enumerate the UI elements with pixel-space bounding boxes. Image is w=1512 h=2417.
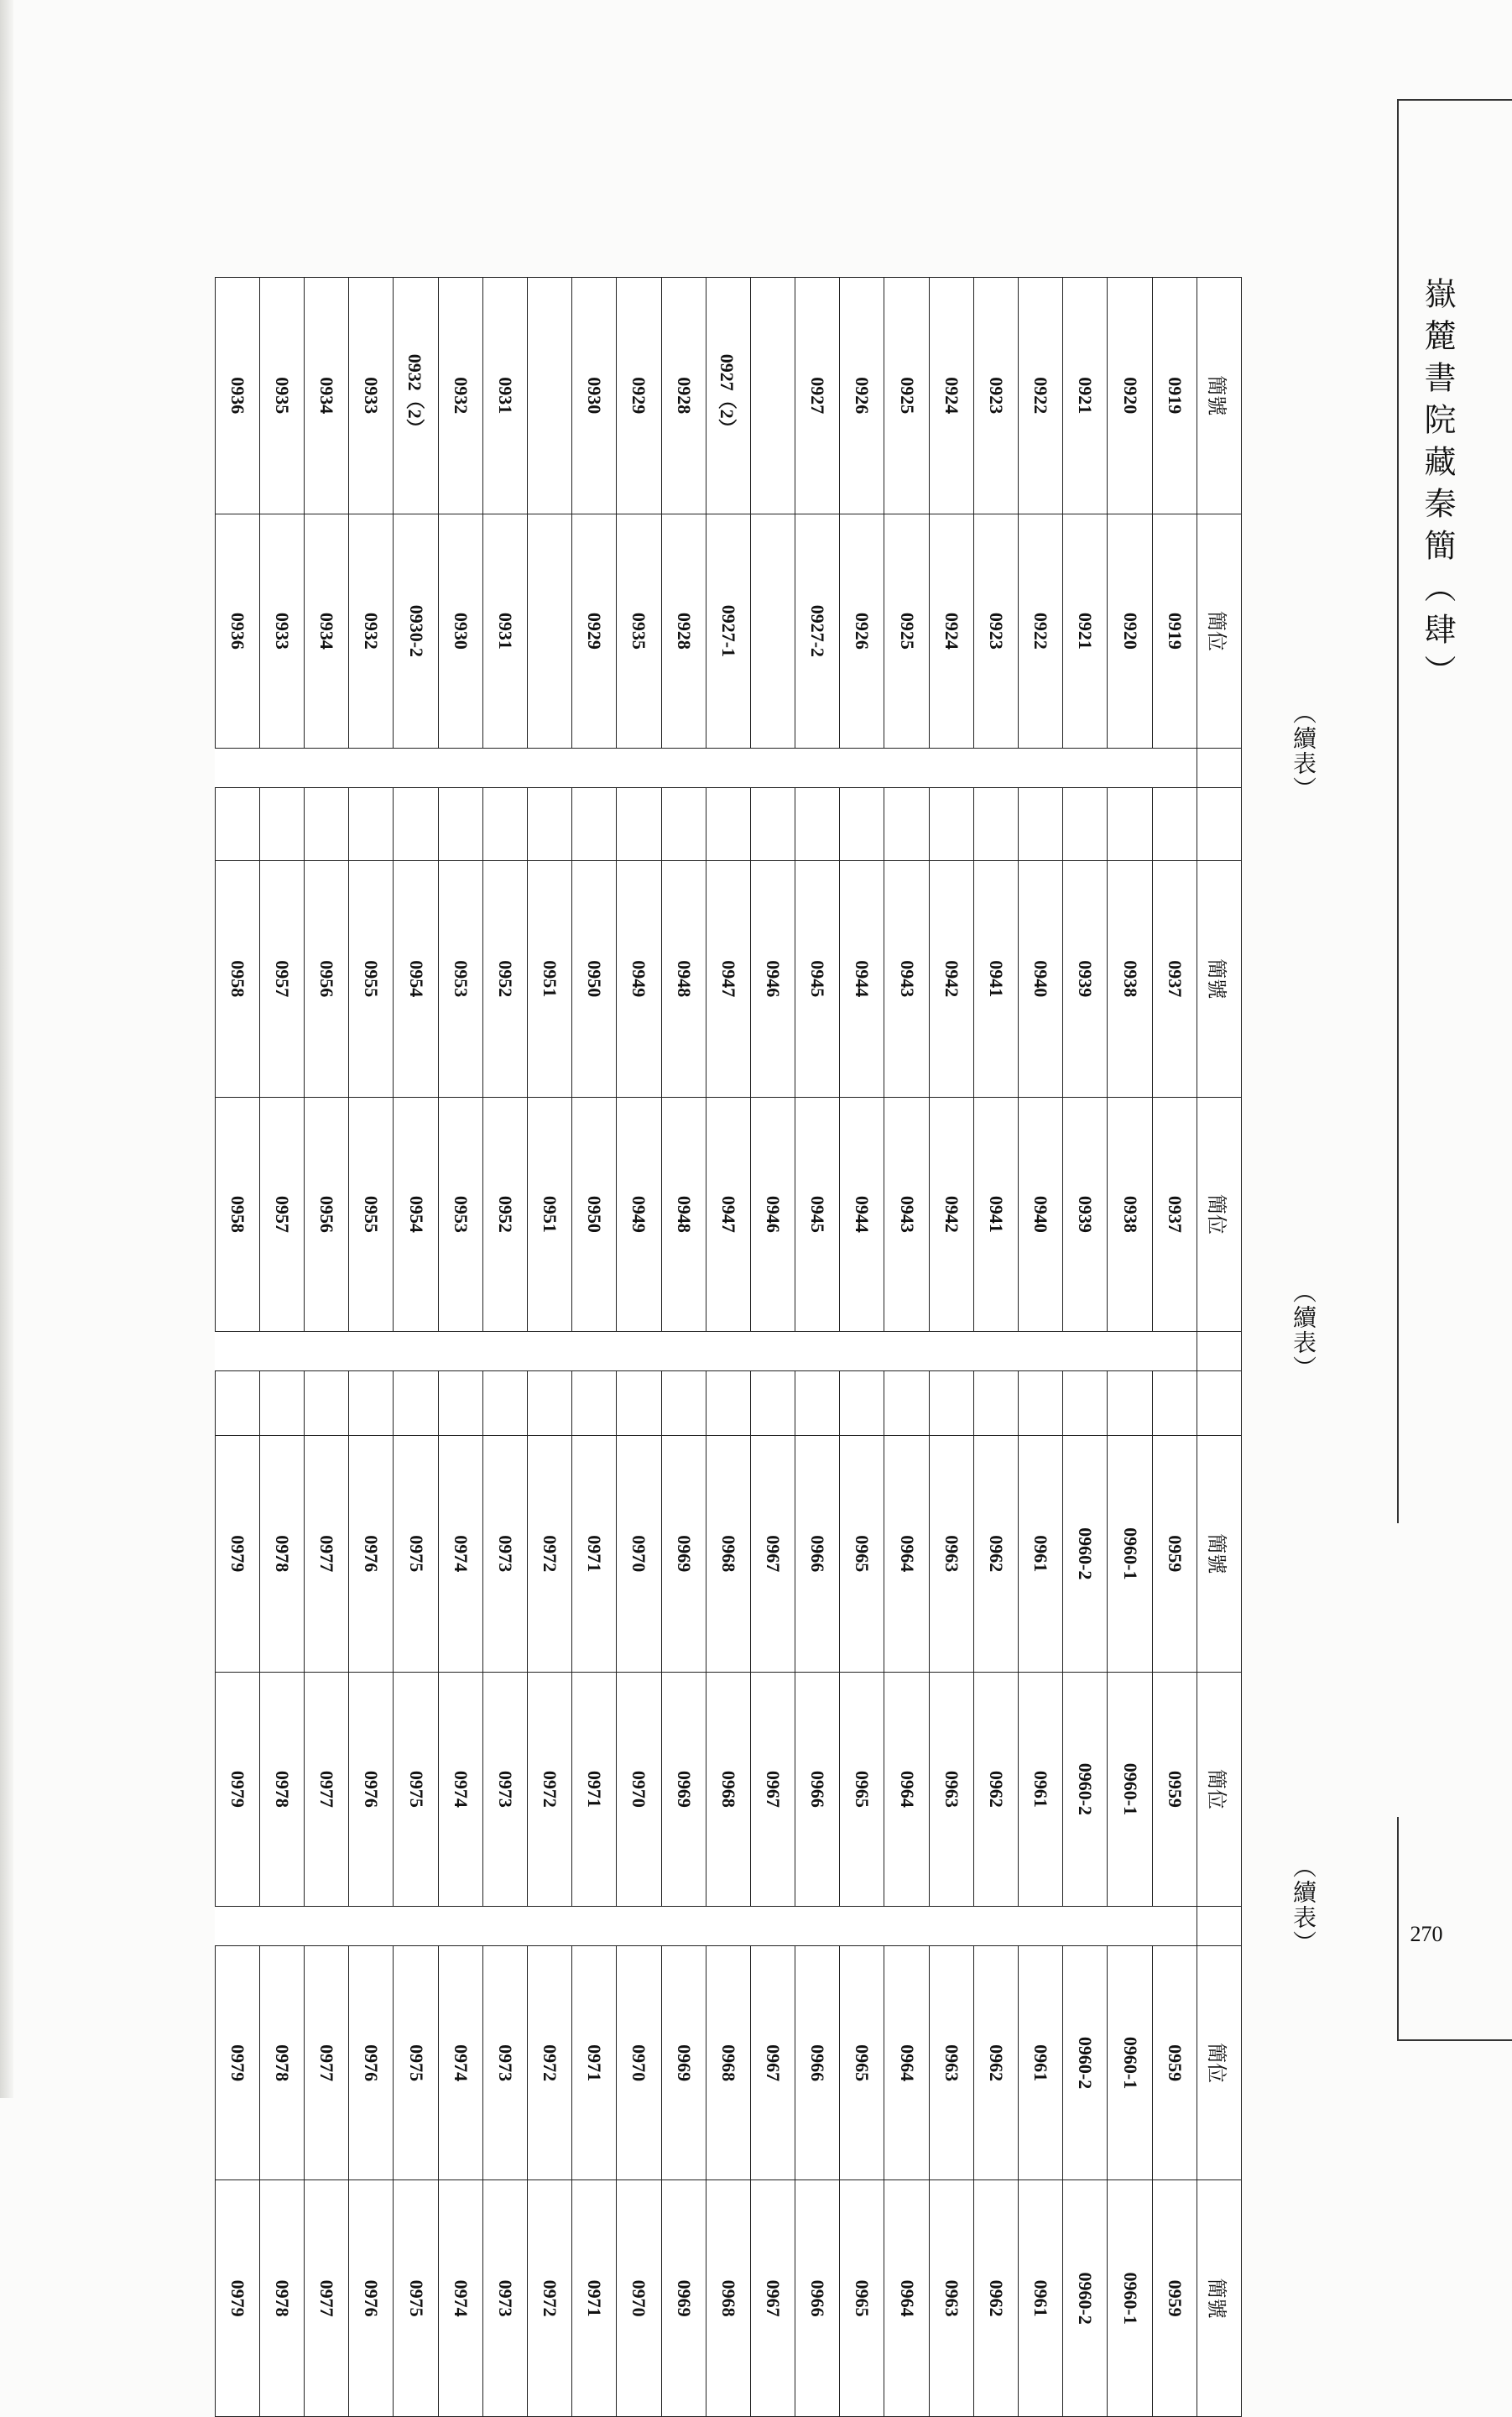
column-gap xyxy=(1063,749,1108,788)
slip-position-cell: 0942 xyxy=(929,1097,973,1332)
slip-number-cell: 0935 xyxy=(259,278,304,514)
slip-number-cell: 0945 xyxy=(795,861,840,1098)
slip-number-cell: 0959 xyxy=(1152,2180,1197,2417)
slip-position-cell: 0919 xyxy=(1152,514,1197,749)
column-gap xyxy=(617,1907,661,1946)
column-gap xyxy=(305,1332,349,1371)
slip-number-cell: 0978 xyxy=(259,1436,304,1673)
slip-position-cell: 0970 xyxy=(617,1945,661,2180)
slip-position-cell: 0972 xyxy=(528,1672,572,1907)
slip-number-cell: 0950 xyxy=(572,861,617,1098)
slip-number-cell: 0938 xyxy=(1108,861,1152,1098)
column-gap xyxy=(215,749,259,788)
slip-number-cell: 0922 xyxy=(1019,278,1063,514)
table-row xyxy=(929,1436,973,2417)
column-gap xyxy=(795,1332,840,1371)
header-slip-position: 簡位 xyxy=(1197,1945,1241,2180)
slip-position-cell: 0965 xyxy=(840,1945,884,2180)
slip-position-cell: 0964 xyxy=(884,1945,929,2180)
slip-position-cell: 0922 xyxy=(1019,514,1063,749)
slip-number-cell: 0924 xyxy=(929,278,973,514)
slip-number-cell: 0964 xyxy=(884,1436,929,1673)
slip-number-cell: 0963 xyxy=(929,1436,973,1673)
slip-number-cell: 0948 xyxy=(661,861,706,1098)
column-gap xyxy=(840,1332,884,1371)
slip-number-cell: 0960-2 xyxy=(1063,1436,1108,1673)
column-gap xyxy=(1019,749,1063,788)
slip-position-cell: 0972 xyxy=(528,1945,572,2180)
slip-position-cell: 0973 xyxy=(482,1945,527,2180)
slip-number-cell: 0973 xyxy=(482,1436,527,1673)
slip-position-cell: 0927-2 xyxy=(795,514,840,749)
slip-table xyxy=(215,1435,1242,2417)
slip-number-cell: 0933 xyxy=(349,278,394,514)
slip-number-cell: 0976 xyxy=(349,2180,394,2417)
column-gap xyxy=(528,749,572,788)
slip-number-cell: 0953 xyxy=(438,861,482,1098)
page-number: 270 xyxy=(1410,1922,1443,1946)
slip-position-cell: 0930 xyxy=(438,514,482,749)
header-slip-position: 簡位 xyxy=(1197,1097,1241,1332)
slip-position-cell: 0936 xyxy=(215,514,259,749)
column-gap xyxy=(572,1332,617,1371)
table-row xyxy=(349,1436,394,2417)
slip-position-cell: 0920 xyxy=(1108,514,1152,749)
column-gap xyxy=(215,1332,259,1371)
column-gap xyxy=(259,749,304,788)
slip-number-cell: 0921 xyxy=(1063,278,1108,514)
slip-position-cell: 0971 xyxy=(572,1945,617,2180)
slip-position-cell: 0977 xyxy=(305,1672,349,1907)
slip-position-cell: 0960-1 xyxy=(1108,1672,1152,1907)
column-gap xyxy=(394,749,438,788)
slip-position-cell: 0949 xyxy=(617,1097,661,1332)
slip-position-cell: 0940 xyxy=(1019,1097,1063,1332)
slip-position-cell: 0926 xyxy=(840,514,884,749)
column-gap xyxy=(1108,1907,1152,1946)
slip-number-cell: 0975 xyxy=(394,1436,438,1673)
table-row xyxy=(884,1436,929,2417)
slip-number-cell: 0962 xyxy=(973,2180,1018,2417)
table-row xyxy=(973,1436,1018,2417)
column-gap xyxy=(528,1907,572,1946)
table-header-row xyxy=(1197,1436,1241,2417)
slip-number-cell: 0969 xyxy=(661,2180,706,2417)
column-gap xyxy=(973,1907,1018,1946)
column-gap xyxy=(394,1907,438,1946)
slip-position-cell: 0928 xyxy=(661,514,706,749)
slip-position-cell: 0946 xyxy=(750,1097,795,1332)
column-gap xyxy=(706,749,750,788)
slip-position-cell: 0925 xyxy=(884,514,929,749)
column-gap xyxy=(215,1907,259,1946)
column-gap xyxy=(929,1907,973,1946)
slip-position-cell: 0960-2 xyxy=(1063,1672,1108,1907)
slip-position-cell: 0938 xyxy=(1108,1097,1152,1332)
column-gap xyxy=(706,1332,750,1371)
slip-number-cell: 0967 xyxy=(750,1436,795,1673)
slip-number-cell: 0920 xyxy=(1108,278,1152,514)
slip-position-cell: 0923 xyxy=(973,514,1018,749)
column-gap xyxy=(1152,1332,1197,1371)
slip-position-cell: 0950 xyxy=(572,1097,617,1332)
slip-number-cell: 0957 xyxy=(259,861,304,1098)
column-gap xyxy=(572,749,617,788)
slip-number-cell: 0934 xyxy=(305,278,349,514)
slip-number-cell: 0932（2） xyxy=(394,278,438,514)
slip-position-cell: 0945 xyxy=(795,1097,840,1332)
table-row xyxy=(795,1436,840,2417)
slip-position-cell: 0954 xyxy=(394,1097,438,1332)
slip-number-cell: 0977 xyxy=(305,1436,349,1673)
column-gap xyxy=(1108,1332,1152,1371)
slip-number-cell: 0974 xyxy=(438,1436,482,1673)
column-gap xyxy=(482,1907,527,1946)
slip-position-cell: 0952 xyxy=(482,1097,527,1332)
column-gap xyxy=(259,1907,304,1946)
slip-position-cell: 0968 xyxy=(706,1672,750,1907)
slip-position-cell: 0978 xyxy=(259,1672,304,1907)
table-row xyxy=(1019,1436,1063,2417)
slip-position-cell: 0962 xyxy=(973,1672,1018,1907)
slip-position-cell: 0979 xyxy=(215,1945,259,2180)
column-gap xyxy=(1152,1907,1197,1946)
slip-position-cell: 0974 xyxy=(438,1945,482,2180)
book-spine-shadow xyxy=(0,0,13,2098)
slip-position-cell: 0967 xyxy=(750,1945,795,2180)
column-gap xyxy=(349,1332,394,1371)
slip-number-cell: 0930 xyxy=(572,278,617,514)
table-row xyxy=(572,1436,617,2417)
slip-number-cell: 0979 xyxy=(215,1436,259,1673)
column-gap xyxy=(394,1332,438,1371)
slip-number-cell: 0946 xyxy=(750,861,795,1098)
slip-position-cell: 0961 xyxy=(1019,1672,1063,1907)
slip-position-cell: 0970 xyxy=(617,1672,661,1907)
slip-position-cell: 0930-2 xyxy=(394,514,438,749)
slip-number-cell: 0926 xyxy=(840,278,884,514)
table-row xyxy=(259,1436,304,2417)
column-gap xyxy=(750,749,795,788)
slip-number-cell: 0942 xyxy=(929,861,973,1098)
column-gap xyxy=(528,1332,572,1371)
slip-position-cell: 0977 xyxy=(305,1945,349,2180)
slip-position-cell: 0979 xyxy=(215,1672,259,1907)
column-gap xyxy=(840,1907,884,1946)
slip-position-cell: 0959 xyxy=(1152,1672,1197,1907)
table-row xyxy=(528,1436,572,2417)
slip-position-cell: 0943 xyxy=(884,1097,929,1332)
slip-position-cell: 0931 xyxy=(482,514,527,749)
slip-number-cell: 0971 xyxy=(572,2180,617,2417)
column-gap xyxy=(929,749,973,788)
slip-position-cell: 0955 xyxy=(349,1097,394,1332)
slip-number-cell: 0937 xyxy=(1152,861,1197,1098)
slip-number-cell: 0952 xyxy=(482,861,527,1098)
slip-position-cell: 0969 xyxy=(661,1945,706,2180)
slip-number-cell: 0960-2 xyxy=(1063,2180,1108,2417)
slip-number-cell: 0927（2） xyxy=(706,278,750,514)
slip-number-cell: 0961 xyxy=(1019,2180,1063,2417)
slip-number-cell: 0929 xyxy=(617,278,661,514)
slip-number-cell: 0936 xyxy=(215,278,259,514)
header-slip-number: 簡號 xyxy=(1197,2180,1241,2417)
slip-position-cell: 0975 xyxy=(394,1945,438,2180)
continued-label: （續表） xyxy=(1290,701,1317,801)
table-row xyxy=(482,1436,527,2417)
slip-number-cell: 0976 xyxy=(349,1436,394,1673)
slip-number-cell: 0964 xyxy=(884,2180,929,2417)
slip-position-cell: 0957 xyxy=(259,1097,304,1332)
slip-number-cell: 0919 xyxy=(1152,278,1197,514)
slip-position-cell: 0929 xyxy=(572,514,617,749)
continued-label: （續表） xyxy=(1290,1280,1317,1381)
slip-position-cell: 0958 xyxy=(215,1097,259,1332)
slip-position-cell: 0976 xyxy=(349,1945,394,2180)
slip-position-cell: 0947 xyxy=(706,1097,750,1332)
slip-position-cell: 0934 xyxy=(305,514,349,749)
slip-position-cell xyxy=(750,514,795,749)
slip-number-cell: 0974 xyxy=(438,2180,482,2417)
column-gap xyxy=(706,1907,750,1946)
slip-number-cell: 0970 xyxy=(617,1436,661,1673)
slip-position-cell: 0963 xyxy=(929,1945,973,2180)
slip-position-cell: 0974 xyxy=(438,1672,482,1907)
slip-number-cell: 0949 xyxy=(617,861,661,1098)
slip-number-cell: 0943 xyxy=(884,861,929,1098)
header-slip-number: 簡號 xyxy=(1197,861,1241,1098)
slip-number-cell: 0978 xyxy=(259,2180,304,2417)
slip-position-cell: 0967 xyxy=(750,1672,795,1907)
slip-position-cell: 0944 xyxy=(840,1097,884,1332)
slip-number-cell xyxy=(750,278,795,514)
slip-number-cell: 0939 xyxy=(1063,861,1108,1098)
table-row xyxy=(840,1436,884,2417)
slip-position-cell: 0966 xyxy=(795,1945,840,2180)
slip-number-cell: 0967 xyxy=(750,2180,795,2417)
slip-number-cell: 0944 xyxy=(840,861,884,1098)
table-row xyxy=(394,1436,438,2417)
column-gap xyxy=(482,749,527,788)
column-gap xyxy=(1197,749,1241,788)
slip-number-cell: 0966 xyxy=(795,2180,840,2417)
slip-number-cell: 0928 xyxy=(661,278,706,514)
slip-position-cell: 0964 xyxy=(884,1672,929,1907)
slip-position-cell xyxy=(528,514,572,749)
slip-number-cell xyxy=(528,278,572,514)
slip-position-cell: 0962 xyxy=(973,1945,1018,2180)
slip-position-cell: 0933 xyxy=(259,514,304,749)
slip-position-cell: 0969 xyxy=(661,1672,706,1907)
table-row xyxy=(661,1436,706,2417)
table-row xyxy=(305,1436,349,2417)
header-slip-number: 簡號 xyxy=(1197,278,1241,514)
slip-position-cell: 0953 xyxy=(438,1097,482,1332)
slip-number-cell: 0965 xyxy=(840,1436,884,1673)
slip-number-cell: 0979 xyxy=(215,2180,259,2417)
slip-number-cell: 0975 xyxy=(394,2180,438,2417)
slip-position-cell: 0951 xyxy=(528,1097,572,1332)
slip-number-cell: 0931 xyxy=(482,278,527,514)
slip-position-cell: 0959 xyxy=(1152,1945,1197,2180)
slip-number-cell: 0960-1 xyxy=(1108,2180,1152,2417)
table-row xyxy=(1108,1436,1152,2417)
table-row xyxy=(617,1436,661,2417)
slip-number-cell: 0966 xyxy=(795,1436,840,1673)
slip-number-cell: 0940 xyxy=(1019,861,1063,1098)
book-title: 嶽麓書院藏秦簡（肆） xyxy=(1419,277,1456,697)
slip-position-cell: 0941 xyxy=(973,1097,1018,1332)
slip-position-cell: 0975 xyxy=(394,1672,438,1907)
column-gap xyxy=(973,1332,1018,1371)
slip-number-cell: 0947 xyxy=(706,861,750,1098)
slip-position-cell: 0956 xyxy=(305,1097,349,1332)
column-gap xyxy=(1108,749,1152,788)
slip-number-cell: 0963 xyxy=(929,2180,973,2417)
slip-number-cell: 0962 xyxy=(973,1436,1018,1673)
slip-number-cell: 0972 xyxy=(528,2180,572,2417)
column-gap xyxy=(438,749,482,788)
slip-number-cell: 0932 xyxy=(438,278,482,514)
column-gap xyxy=(617,749,661,788)
column-gap xyxy=(482,1332,527,1371)
slip-number-cell: 0925 xyxy=(884,278,929,514)
column-gap xyxy=(661,749,706,788)
column-gap xyxy=(305,749,349,788)
slip-number-cell: 0951 xyxy=(528,861,572,1098)
column-gap xyxy=(1197,1907,1241,1946)
slip-position-cell: 0932 xyxy=(349,514,394,749)
slip-number-cell: 0960-1 xyxy=(1108,1436,1152,1673)
column-gap xyxy=(661,1907,706,1946)
column-gap xyxy=(884,1332,929,1371)
column-gap xyxy=(438,1332,482,1371)
column-gap xyxy=(884,1907,929,1946)
column-gap xyxy=(1152,749,1197,788)
slip-number-cell: 0959 xyxy=(1152,1436,1197,1673)
column-gap xyxy=(1063,1907,1108,1946)
slip-number-cell: 0954 xyxy=(394,861,438,1098)
slip-position-cell: 0963 xyxy=(929,1672,973,1907)
header-slip-position: 簡位 xyxy=(1197,1672,1241,1907)
slip-position-cell: 0927-1 xyxy=(706,514,750,749)
slip-position-cell: 0965 xyxy=(840,1672,884,1907)
column-gap xyxy=(617,1332,661,1371)
slip-position-cell: 0961 xyxy=(1019,1945,1063,2180)
slip-position-cell: 0939 xyxy=(1063,1097,1108,1332)
slip-number-cell: 0970 xyxy=(617,2180,661,2417)
header-slip-number: 簡號 xyxy=(1197,1436,1241,1673)
column-gap xyxy=(973,749,1018,788)
table-row xyxy=(1152,1436,1197,2417)
slip-position-cell: 0978 xyxy=(259,1945,304,2180)
column-gap xyxy=(1019,1332,1063,1371)
slip-number-cell: 0955 xyxy=(349,861,394,1098)
column-gap xyxy=(795,749,840,788)
table-row xyxy=(706,1436,750,2417)
slip-position-cell: 0971 xyxy=(572,1672,617,1907)
slip-position-cell: 0966 xyxy=(795,1672,840,1907)
slip-position-cell: 0948 xyxy=(661,1097,706,1332)
column-gap xyxy=(750,1332,795,1371)
column-gap xyxy=(305,1907,349,1946)
slip-position-cell: 0960-2 xyxy=(1063,1945,1108,2180)
column-gap xyxy=(572,1907,617,1946)
slip-number-cell: 0927 xyxy=(795,278,840,514)
slip-number-cell: 0923 xyxy=(973,278,1018,514)
table-row xyxy=(438,1436,482,2417)
column-gap xyxy=(259,1332,304,1371)
column-gap xyxy=(750,1907,795,1946)
table-row xyxy=(215,1436,259,2417)
slip-number-cell: 0965 xyxy=(840,2180,884,2417)
column-gap xyxy=(661,1332,706,1371)
slip-position-cell: 0935 xyxy=(617,514,661,749)
column-gap xyxy=(795,1907,840,1946)
column-gap xyxy=(438,1907,482,1946)
slip-number-cell: 0972 xyxy=(528,1436,572,1673)
slip-number-cell: 0956 xyxy=(305,861,349,1098)
slip-position-cell: 0968 xyxy=(706,1945,750,2180)
column-gap xyxy=(349,749,394,788)
table-row xyxy=(750,1436,795,2417)
column-gap xyxy=(840,749,884,788)
slip-position-cell: 0921 xyxy=(1063,514,1108,749)
column-gap xyxy=(1063,1332,1108,1371)
slip-position-cell: 0976 xyxy=(349,1672,394,1907)
slip-number-cell: 0968 xyxy=(706,1436,750,1673)
slip-number-cell: 0941 xyxy=(973,861,1018,1098)
slip-position-cell: 0960-1 xyxy=(1108,1945,1152,2180)
slip-position-cell: 0937 xyxy=(1152,1097,1197,1332)
continued-label: （續表） xyxy=(1290,1855,1317,1955)
column-gap xyxy=(929,1332,973,1371)
column-gap xyxy=(884,749,929,788)
slip-number-cell: 0968 xyxy=(706,2180,750,2417)
slip-number-cell: 0977 xyxy=(305,2180,349,2417)
slip-position-cell: 0924 xyxy=(929,514,973,749)
slip-position-cell: 0973 xyxy=(482,1672,527,1907)
header-slip-position: 簡位 xyxy=(1197,514,1241,749)
slip-number-cell: 0971 xyxy=(572,1436,617,1673)
column-gap xyxy=(349,1907,394,1946)
column-gap xyxy=(1019,1907,1063,1946)
slip-number-cell: 0958 xyxy=(215,861,259,1098)
slip-number-cell: 0961 xyxy=(1019,1436,1063,1673)
column-gap xyxy=(1197,1332,1241,1371)
slip-number-cell: 0973 xyxy=(482,2180,527,2417)
slip-number-cell: 0969 xyxy=(661,1436,706,1673)
table-row xyxy=(1063,1436,1108,2417)
